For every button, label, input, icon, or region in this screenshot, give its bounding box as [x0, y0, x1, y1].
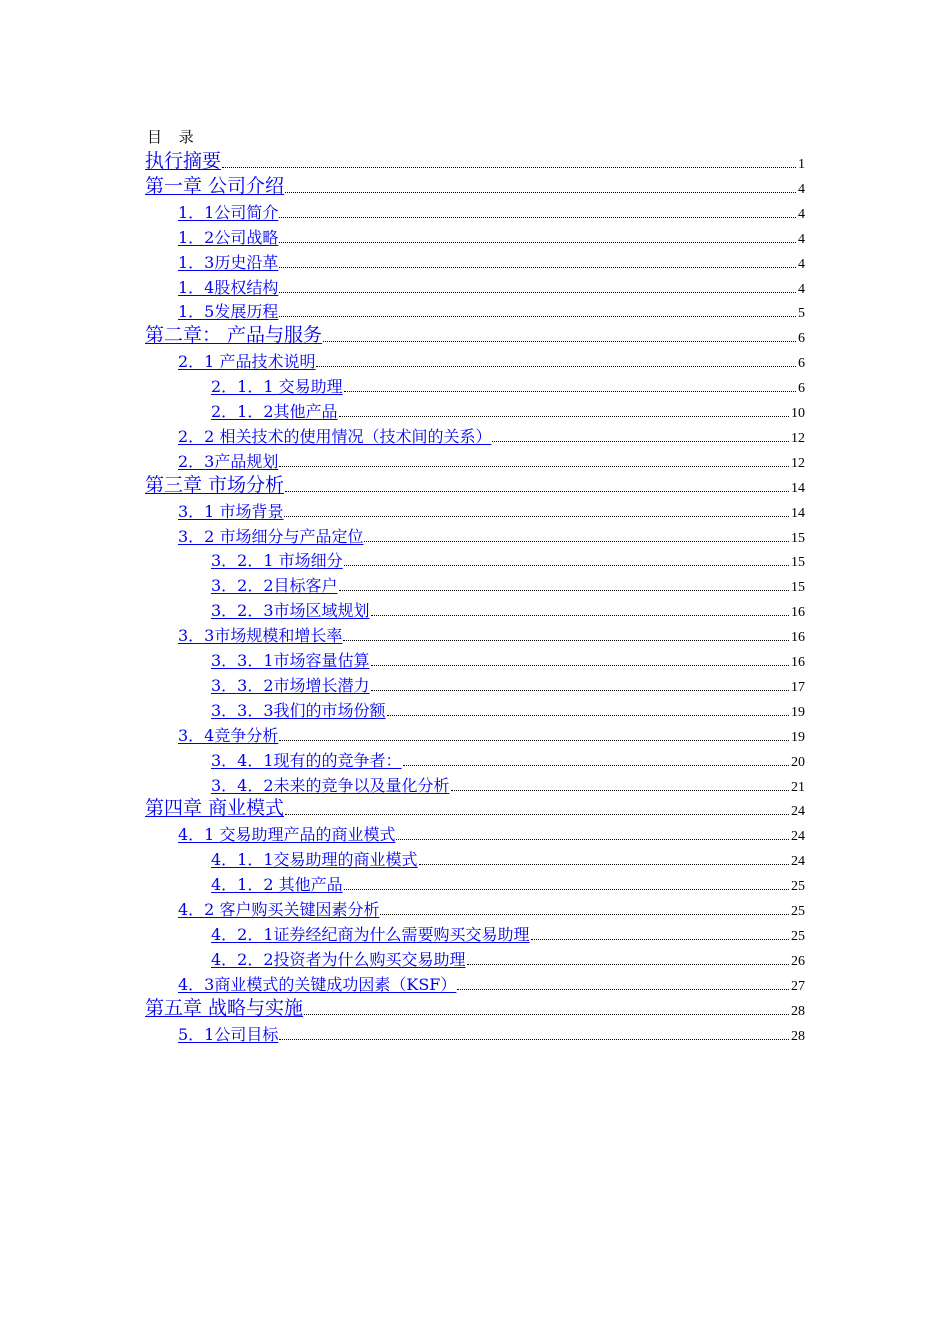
toc-entry-link[interactable]: 3．2．3市场区域规划 — [211, 601, 370, 620]
toc-page-number: 16 — [791, 630, 805, 645]
toc-entry[interactable] — [178, 249, 805, 273]
toc-entry-link[interactable]: 2．3产品规划 — [178, 452, 279, 471]
toc-page-number: 19 — [791, 705, 805, 720]
dot-leader — [371, 614, 789, 616]
dot-leader — [467, 963, 789, 965]
dot-leader — [304, 1013, 789, 1015]
toc-entry[interactable] — [178, 298, 805, 322]
toc-page-number: 17 — [791, 680, 805, 695]
toc-entry-link[interactable]: 4．1 交易助理产品的商业模式 — [178, 825, 396, 844]
toc-entry[interactable] — [211, 871, 805, 895]
toc-entry-link[interactable]: 1．1公司简介 — [178, 203, 279, 222]
toc-entry[interactable] — [145, 323, 805, 347]
toc-entry-link[interactable]: 2．1．2其他产品 — [211, 402, 338, 421]
toc-entry-link[interactable]: 3．2 市场细分与产品定位 — [178, 527, 364, 546]
toc-entry[interactable] — [178, 423, 805, 447]
toc-entry[interactable] — [178, 622, 805, 646]
toc-entry[interactable] — [211, 572, 805, 596]
dot-leader — [380, 913, 789, 915]
toc-entry[interactable] — [145, 174, 805, 198]
dot-leader — [279, 465, 789, 467]
toc-entry-link[interactable]: 3．1 市场背景 — [178, 502, 284, 521]
toc-entry[interactable] — [178, 348, 805, 372]
toc-entry[interactable] — [178, 523, 805, 547]
dot-leader — [285, 490, 789, 492]
dot-leader — [344, 888, 789, 890]
toc-entry[interactable] — [178, 1021, 805, 1045]
toc-entry-link[interactable]: 3．3．1市场容量估算 — [211, 651, 370, 670]
toc-entry-link[interactable]: 3．4．2未来的竞争以及量化分析 — [211, 776, 450, 795]
toc-page-number: 14 — [791, 506, 805, 521]
toc-page-number: 16 — [791, 605, 805, 620]
dot-leader — [222, 166, 796, 168]
dot-leader — [339, 415, 789, 417]
toc-entry-link[interactable]: 3．2．2目标客户 — [211, 576, 338, 595]
toc-page-number: 6 — [798, 331, 805, 346]
toc-entry[interactable] — [178, 448, 805, 472]
toc-entry[interactable] — [211, 547, 805, 571]
toc-entry[interactable] — [211, 697, 805, 721]
toc-page-number: 15 — [791, 555, 805, 570]
dot-leader — [285, 191, 796, 193]
toc-page-number: 25 — [791, 879, 805, 894]
toc-page-number: 4 — [798, 207, 805, 222]
toc-page-number: 20 — [791, 755, 805, 770]
dot-leader — [492, 440, 789, 442]
toc-entry-link[interactable]: 执行摘要 — [145, 150, 222, 172]
toc-entry-link[interactable]: 第五章 战略与实施 — [145, 997, 304, 1019]
dot-leader — [344, 564, 789, 566]
dot-leader — [279, 739, 789, 741]
toc-entry-link[interactable]: 第一章 公司介绍 — [145, 175, 285, 197]
toc-page-number: 25 — [791, 929, 805, 944]
toc-entry-link[interactable]: 4．1．2 其他产品 — [211, 875, 343, 894]
toc-page-number: 12 — [791, 431, 805, 446]
toc-page-number: 4 — [798, 257, 805, 272]
dot-leader — [285, 813, 789, 815]
toc-entry-link[interactable]: 2．1 产品技术说明 — [178, 352, 316, 371]
dot-leader — [316, 365, 796, 367]
toc-entry[interactable] — [211, 597, 805, 621]
dot-leader — [451, 789, 789, 791]
dot-leader — [279, 291, 796, 293]
toc-entry-link[interactable]: 2．1．1 交易助理 — [211, 377, 343, 396]
toc-page-number: 15 — [791, 531, 805, 546]
toc-page-number: 6 — [798, 381, 805, 396]
toc-entry[interactable] — [211, 772, 805, 796]
toc-page-number: 15 — [791, 580, 805, 595]
dot-leader — [279, 315, 796, 317]
toc-page-number: 6 — [798, 356, 805, 371]
toc-entry-link[interactable]: 第四章 商业模式 — [145, 797, 285, 819]
toc-entry[interactable] — [211, 373, 805, 397]
toc-entry-link[interactable]: 4．2．2投资者为什么购买交易助理 — [211, 950, 466, 969]
toc-page-number: 28 — [791, 1029, 805, 1044]
dot-leader — [279, 241, 796, 243]
toc-entry-link[interactable]: 2．2 相关技术的使用情况（技术间的关系） — [178, 427, 492, 446]
toc-entry-link[interactable]: 4．1．1交易助理的商业模式 — [211, 850, 418, 869]
dot-leader — [403, 764, 789, 766]
toc-page-number: 16 — [791, 655, 805, 670]
toc-entry[interactable] — [211, 398, 805, 422]
dot-leader — [531, 938, 789, 940]
toc-page-number: 4 — [798, 182, 805, 197]
dot-leader — [279, 266, 796, 268]
dot-leader — [419, 863, 789, 865]
dot-leader — [284, 515, 789, 517]
toc-page-number: 4 — [798, 232, 805, 247]
toc-page-number: 12 — [791, 456, 805, 471]
toc-entry-link[interactable]: 第二章： 产品与服务 — [145, 324, 323, 346]
toc-entry[interactable] — [178, 821, 805, 845]
toc-page-number: 5 — [798, 306, 805, 321]
dot-leader — [323, 340, 796, 342]
toc-entry-link[interactable]: 3．4．1现有的的竞争者： — [211, 751, 402, 770]
dot-leader — [371, 689, 789, 691]
toc-entry[interactable] — [178, 224, 805, 248]
toc-page-number: 14 — [791, 481, 805, 496]
toc-page-number: 21 — [791, 780, 805, 795]
toc-entry-link[interactable]: 1．3历史沿革 — [178, 253, 279, 272]
dot-leader — [279, 216, 796, 218]
toc-entry-link[interactable]: 3．4竞争分析 — [178, 726, 279, 745]
toc-entry-link[interactable]: 4．3商业模式的关键成功因素（KSF） — [178, 975, 457, 994]
toc-entry-link[interactable]: 4．2．1证券经纪商为什么需要购买交易助理 — [211, 925, 530, 944]
toc-heading: 目 录 — [147, 128, 200, 146]
toc-entry[interactable] — [211, 946, 805, 970]
toc-page-number: 10 — [791, 406, 805, 421]
toc-page-number: 1 — [798, 157, 805, 172]
toc-entry-link[interactable]: 4．2 客户购买关键因素分析 — [178, 900, 380, 919]
toc-entry[interactable] — [178, 199, 805, 223]
dot-leader — [343, 639, 789, 641]
toc-entry[interactable] — [178, 274, 805, 298]
toc-entry-link[interactable]: 3．3．2市场增长潜力 — [211, 676, 370, 695]
toc-page-number: 4 — [798, 282, 805, 297]
toc-entry[interactable] — [211, 846, 805, 870]
toc-entry[interactable] — [178, 896, 805, 920]
toc-page-number: 28 — [791, 1004, 805, 1019]
toc-page-number: 27 — [791, 979, 805, 994]
dot-leader — [387, 714, 789, 716]
toc-page-number: 19 — [791, 730, 805, 745]
toc-entry-link[interactable]: 3．3．3我们的市场份额 — [211, 701, 386, 720]
dot-leader — [371, 664, 789, 666]
toc-page-number: 26 — [791, 954, 805, 969]
toc-page-number: 25 — [791, 904, 805, 919]
dot-leader — [279, 1038, 789, 1040]
toc-entry[interactable] — [211, 747, 805, 771]
toc-entry-link[interactable]: 3．3市场规模和增长率 — [178, 626, 343, 645]
toc-entry-link[interactable]: 5．1公司目标 — [178, 1025, 279, 1044]
dot-leader — [457, 988, 789, 990]
toc-entry[interactable] — [178, 971, 805, 995]
toc-page-number: 24 — [791, 854, 805, 869]
toc-entry-link[interactable]: 第三章 市场分析 — [145, 474, 285, 496]
dot-leader — [364, 540, 789, 542]
toc-entry-link[interactable]: 1．4股权结构 — [178, 278, 279, 297]
dot-leader — [339, 589, 789, 591]
toc-page-number: 24 — [791, 804, 805, 819]
toc-page-number: 24 — [791, 829, 805, 844]
dot-leader — [396, 838, 789, 840]
toc-entry[interactable] — [145, 149, 805, 173]
toc-entry[interactable] — [211, 672, 805, 696]
toc-entry[interactable] — [211, 647, 805, 671]
toc-entry[interactable] — [178, 722, 805, 746]
toc-entry-link[interactable]: 3．2．1 市场细分 — [211, 551, 343, 570]
toc-entry[interactable] — [145, 796, 805, 820]
toc-entry[interactable] — [211, 921, 805, 945]
toc-entry[interactable] — [178, 498, 805, 522]
toc-entry-link[interactable]: 1．2公司战略 — [178, 228, 279, 247]
toc-entry[interactable] — [145, 473, 805, 497]
dot-leader — [344, 390, 796, 392]
toc-entry-link[interactable]: 1．5发展历程 — [178, 302, 279, 321]
toc-entry[interactable] — [145, 996, 805, 1020]
